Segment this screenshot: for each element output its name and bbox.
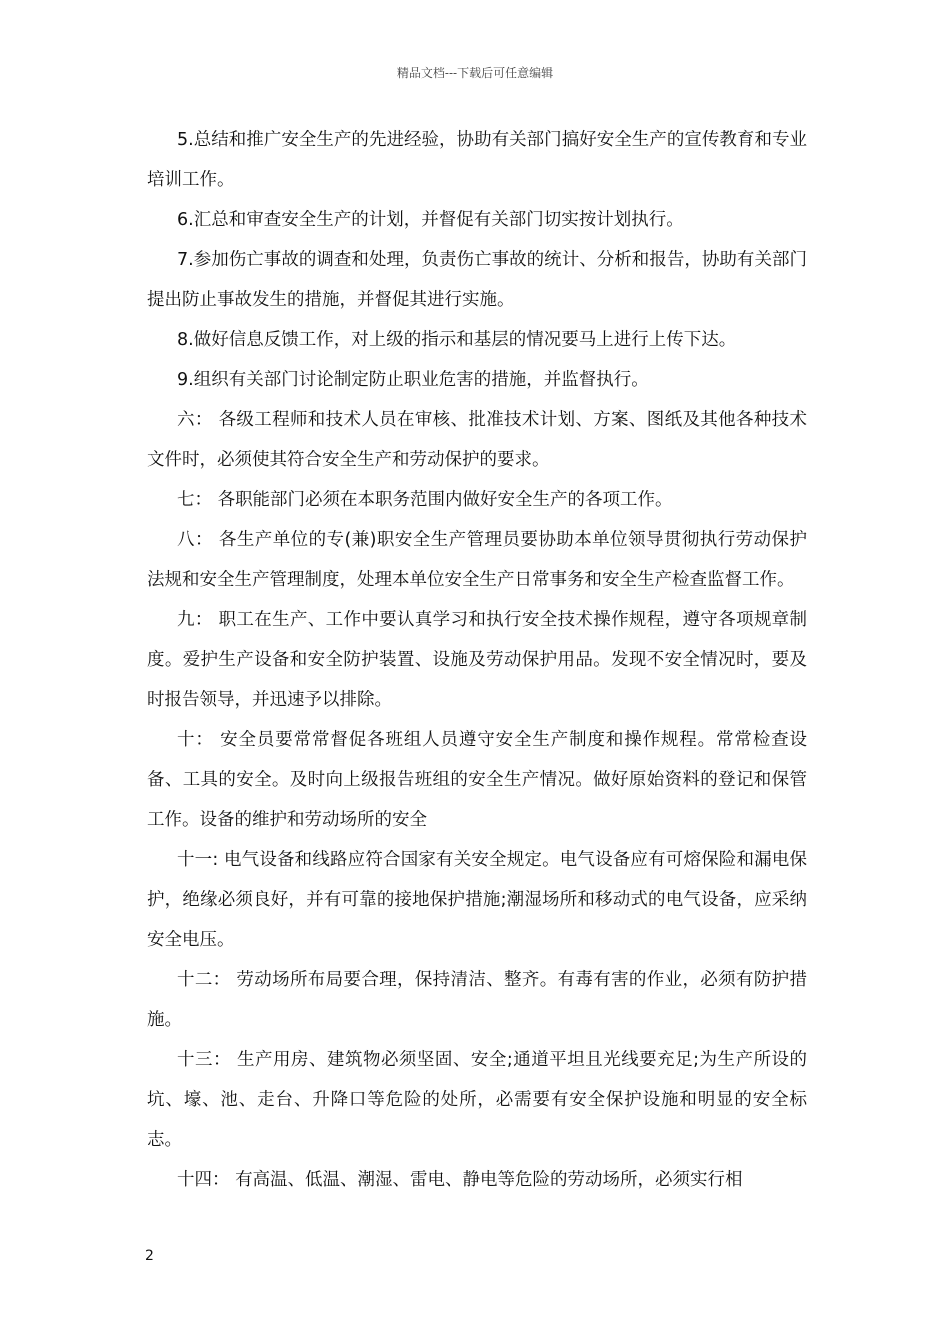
- page-number: 2: [145, 1248, 154, 1264]
- paragraph-eight: 八： 各生产单位的专(兼)职安全生产管理员要协助本单位领导贯彻执行劳动保护法规和安全生产管理制度，处理本单位安全生产日常事务和安全生产检查监督工作。: [147, 530, 807, 590]
- paragraph-thirteen: 十三： 生产用房、建筑物必须坚固、安全;通道平坦且光线要充足;为生产所设的坑、壕、池、走台、升降口等危险的处所，必需要有安全保护设施和明显的安全标志。: [147, 1050, 807, 1150]
- page-header: 精品文档---下载后可任意编辑: [396, 66, 554, 80]
- document-body: [147, 120, 807, 1200]
- paragraph-nine: 九： 职工在生产、工作中要认真学习和执行安全技术操作规程，遵守各项规章制度。爱护生产设备和安全防护装置、设施及劳动保护用品。发现不安全情况时，要及时报告领导，并迅速予以排除。: [147, 610, 807, 710]
- paragraph-ten: 十： 安全员要常常督促各班组人员遵守安全生产制度和操作规程。常常检查设备、工具的安全。及时向上级报告班组的安全生产情况。做好原始资料的登记和保管工作。设备的维护和劳动场所的安全: [147, 730, 807, 830]
- paragraph-6: 6.汇总和审查安全生产的计划，并督促有关部门切实按计划执行。: [177, 210, 684, 230]
- paragraph-8: 8.做好信息反馈工作，对上级的指示和基层的情况要马上进行上传下达。: [177, 330, 737, 350]
- paragraph-twelve: 十二： 劳动场所布局要合理，保持清洁、整齐。有毒有害的作业，必须有防护措施。: [147, 970, 807, 1030]
- paragraph-5: 5.总结和推广安全生产的先进经验，协助有关部门搞好安全生产的宣传教育和专业培训工作。: [147, 130, 807, 190]
- paragraph-seven: 七： 各职能部门必须在本职务范围内做好安全生产的各项工作。: [177, 490, 673, 510]
- paragraph-7: 7.参加伤亡事故的调查和处理，负责伤亡事故的统计、分析和报告，协助有关部门提出防止事故发生的措施，并督促其进行实施。: [147, 250, 807, 310]
- paragraph-9: 9.组织有关部门讨论制定防止职业危害的措施，并监督执行。: [177, 370, 649, 390]
- paragraph-eleven: 十一: 电气设备和线路应符合国家有关安全规定。电气设备应有可熔保险和漏电保护，绝缘必须良好，并有可靠的接地保护措施;潮湿场所和移动式的电气设备，应采纳安全电压。: [147, 850, 807, 950]
- paragraph-six: 六： 各级工程师和技术人员在审核、批准技术计划、方案、图纸及其他各种技术文件时，必须使其符合安全生产和劳动保护的要求。: [147, 410, 807, 470]
- paragraph-fourteen: 十四： 有高温、低温、潮湿、雷电、静电等危险的劳动场所，必须实行相: [177, 1170, 743, 1190]
